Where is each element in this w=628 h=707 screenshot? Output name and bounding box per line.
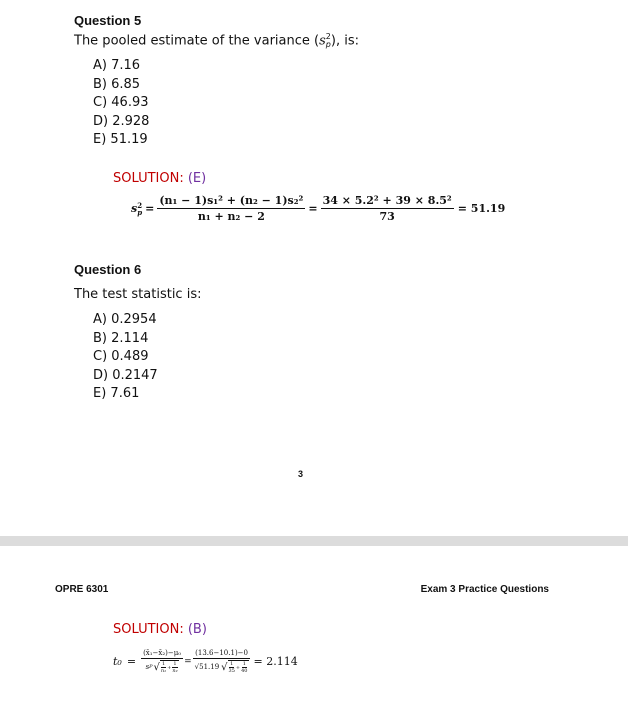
q6-option-c: C) 0.489 (93, 349, 149, 364)
q6-formula-eq1: = (126, 655, 137, 668)
q6-formula-num2: (13.6−10.1)−0 (195, 649, 248, 657)
q6-option-a: A) 0.2954 (93, 312, 157, 327)
q5-formula-lhs-sup: 2 (137, 200, 143, 210)
q5-formula-eq1: = (145, 202, 155, 215)
q6-formula-eq2: = (184, 656, 192, 667)
q5-formula-frac2 (321, 194, 454, 223)
q5-formula-num1: (n₁ − 1)s₁² + (n₂ − 1)s₂² (159, 194, 304, 207)
q6-den1-frac-b (171, 661, 178, 674)
q6-den2-value: √51.19 (194, 663, 220, 671)
q5-formula-den1: n₁ + n₂ − 2 (197, 210, 265, 223)
q6-formula-den1 (144, 659, 181, 674)
header-course: OPRE 6301 (55, 584, 109, 595)
q5-option-c: C) 46.93 (93, 95, 149, 110)
q6-den1-frac-a-den: n₁ (160, 668, 167, 674)
page-separator (0, 536, 628, 546)
q6-den1-frac-b-den: n₂ (172, 668, 178, 674)
q5-symbol-sub: p (325, 40, 331, 49)
q6-den2-frac-b-den: 40 (241, 668, 248, 674)
q6-den2-frac-a-num: 1 (230, 661, 234, 667)
q6-den1-radicand: $\frac{1}{\text{n₁}}$ + $\frac{1}{\text{n₂}}$ (160, 661, 178, 674)
q5-formula-frac1 (157, 194, 305, 223)
q6-formula-frac2 (193, 649, 251, 674)
q6-option-b: B) 2.114 (93, 330, 149, 346)
q5-formula-den2: 73 (379, 210, 395, 223)
q6-solution-label (113, 622, 207, 637)
q5-option-e: E) 51.19 (93, 132, 148, 147)
q6-formula-lhs: t₀ (113, 655, 122, 668)
q5-formula-result: = 51.19 (457, 202, 506, 215)
q5-text-before: The pooled estimate of the variance ( (74, 33, 320, 49)
q5-solution-letter: (E) (187, 171, 207, 186)
question-6-text: The test statistic is: (74, 287, 202, 302)
q6-den1-frac-a-num: 1 (161, 661, 166, 667)
q6-den1-radical: √ (153, 661, 160, 673)
q5-formula-lhs-sub: p (137, 207, 143, 217)
q6-den1-frac-a (160, 661, 167, 674)
q6-solution-letter: (B) (187, 622, 207, 637)
question-6-options (93, 311, 158, 404)
q5-symbol: s (319, 33, 326, 49)
q5-option-b: B) 6.85 (93, 76, 141, 92)
question-6-title: Question 6 (74, 262, 142, 277)
question-5-text (74, 33, 359, 49)
q6-den2-frac-a (228, 661, 236, 674)
q5-solution-label (113, 171, 206, 186)
q6-den2-radicand: $\frac{1}{35}$ + $\frac{1}{40}$ (228, 661, 248, 674)
q6-formula (113, 649, 298, 674)
question-5-options (93, 57, 149, 150)
q5-text-after: ), is: (330, 33, 359, 49)
q5-solution-text: SOLUTION: (113, 171, 188, 186)
q5-formula-lhs: s (131, 202, 138, 215)
q6-den1-frac-b-num: 1 (173, 661, 177, 667)
q6-den2-frac-a-den: 35 (228, 668, 235, 674)
page-number: 3 (298, 469, 304, 479)
header-title: Exam 3 Practice Questions (420, 584, 549, 595)
q5-option-a: A) 7.16 (93, 58, 141, 73)
q5-formula-num2: 34 × 5.2² + 39 × 8.5² (322, 194, 452, 207)
q6-den2-frac-b-num: 1 (242, 661, 246, 667)
q6-solution-text: SOLUTION: (113, 622, 188, 637)
q6-formula-den2 (193, 659, 251, 674)
q6-den2-frac-b (240, 661, 248, 674)
q6-formula-frac1 (141, 649, 183, 674)
q6-formula-num1: (x̄₁−x̄₂)−μ₀ (143, 649, 182, 657)
q6-option-e: E) 7.61 (93, 386, 140, 401)
q5-symbol-sup: 2 (325, 32, 331, 41)
q6-option-d: D) 0.2147 (93, 367, 158, 383)
q5-option-d: D) 2.928 (93, 113, 150, 129)
q6-den2-radical: √ (221, 661, 228, 673)
q6-den1-sp-sub: P (149, 664, 153, 670)
q5-formula (131, 194, 505, 223)
q5-formula-eq2: = (308, 202, 318, 215)
page-4 (0, 546, 628, 707)
q5-formula-lhs-script (137, 202, 142, 216)
q6-formula-result: = 2.114 (253, 655, 298, 668)
q6-den1-sp: s (145, 663, 150, 671)
question-5-title: Question 5 (74, 13, 142, 28)
